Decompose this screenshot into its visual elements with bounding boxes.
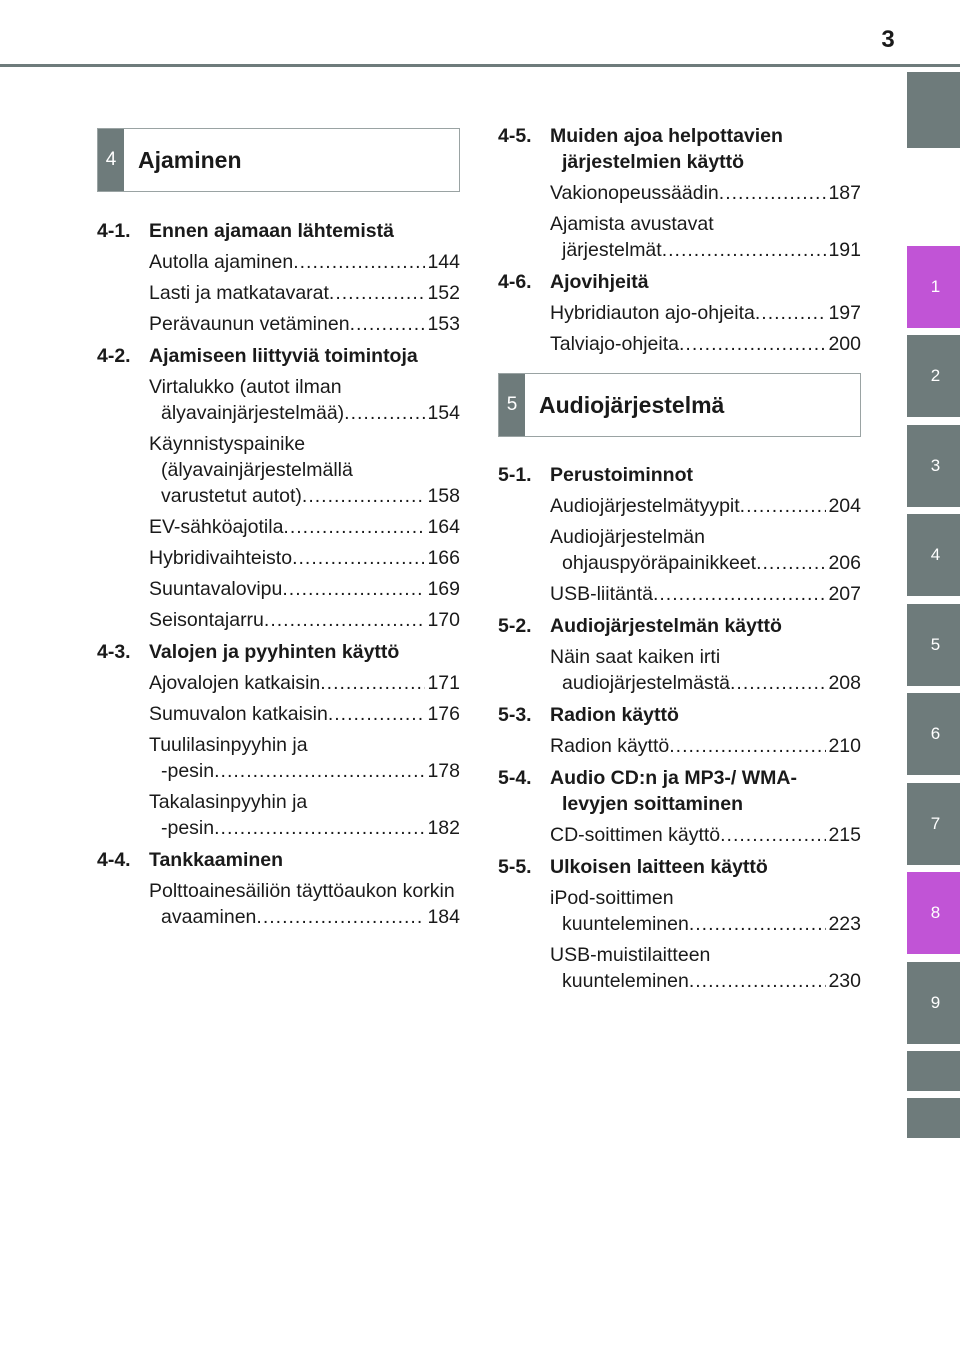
toc-group-title: Valojen ja pyyhinten käyttö	[149, 641, 400, 663]
toc-entry-text: Ajovalojen katkaisin	[149, 672, 321, 694]
toc-group-number: 4-4.	[97, 849, 131, 871]
toc-entry-text: ohjauspyöräpainikkeet	[562, 552, 757, 574]
toc-group-number: 5-2.	[498, 615, 532, 637]
toc-group	[97, 343, 460, 633]
toc-entry-text: Vakionopeussäädin	[550, 182, 719, 204]
toc-entry-page: 166	[427, 547, 460, 569]
dot-leader	[756, 550, 826, 576]
toc-entry[interactable]	[97, 374, 460, 426]
toc-group	[97, 639, 460, 841]
toc-entry[interactable]	[97, 878, 460, 930]
toc-group-heading[interactable]	[97, 343, 460, 369]
chapter-tab[interactable]: 4	[907, 514, 960, 596]
dot-leader	[344, 400, 425, 426]
toc-entry-text: Audiojärjestelmätyypit	[550, 495, 740, 517]
section-title: Ajaminen	[138, 146, 242, 173]
dot-leader	[293, 249, 425, 275]
toc-entry-page: 184	[427, 906, 460, 928]
section-number: 4	[98, 129, 124, 191]
toc-list-4b	[498, 123, 861, 357]
dot-leader	[328, 701, 426, 727]
toc-entry-text: EV-sähköajotila	[149, 516, 284, 538]
toc-group	[97, 847, 460, 930]
dot-leader	[653, 581, 826, 607]
toc-entry-text: Seisontajarru	[149, 609, 264, 631]
chapter-tab[interactable]: 9	[907, 962, 960, 1044]
toc-entry-text: Näin saat kaiken irti	[550, 646, 721, 668]
toc-group-title: Ennen ajamaan lähtemistä	[149, 220, 394, 242]
section-header-5[interactable]	[498, 373, 861, 437]
toc-entry-page: 197	[828, 302, 861, 324]
toc-entry-page: 164	[427, 516, 460, 538]
toc-entry-text: USB-muistilaitteen	[550, 944, 711, 966]
dot-leader	[689, 911, 827, 937]
toc-entry-page: 230	[828, 970, 861, 992]
dot-leader	[755, 300, 827, 326]
toc-entry-text: iPod-soittimen	[550, 887, 674, 909]
toc-group-title: Audiojärjestelmän käyttö	[550, 615, 782, 637]
toc-entry-text: varustetut autot)	[161, 485, 302, 507]
toc-entry[interactable]	[498, 733, 861, 759]
toc-entry[interactable]	[498, 211, 861, 263]
toc-entry[interactable]	[97, 311, 460, 337]
dot-leader	[740, 493, 827, 519]
toc-entry-page: 215	[828, 824, 861, 846]
chapter-tab[interactable]: 2	[907, 335, 960, 417]
toc-entry[interactable]	[97, 670, 460, 696]
toc-group-number: 4-3.	[97, 641, 131, 663]
toc-entry-text: Radion käyttö	[550, 735, 670, 757]
toc-entry[interactable]	[97, 249, 460, 275]
toc-entry-text: avaaminen	[161, 906, 257, 928]
chapter-tab[interactable]	[907, 1051, 960, 1091]
toc-entry[interactable]	[97, 514, 460, 540]
section-title: Audiojärjestelmä	[539, 391, 725, 418]
toc-entry-text: kuunteleminen	[562, 913, 689, 935]
toc-entry[interactable]	[498, 180, 861, 206]
toc-group	[498, 462, 861, 607]
toc-entry[interactable]	[97, 701, 460, 727]
toc-entry[interactable]	[498, 524, 861, 576]
toc-entry-page: 207	[828, 583, 861, 605]
toc-entry-page: 191	[828, 239, 861, 261]
chapter-tab[interactable]: 1	[907, 246, 960, 328]
dot-leader	[730, 670, 826, 696]
toc-group-heading[interactable]	[498, 854, 861, 880]
toc-group-heading[interactable]	[498, 462, 861, 488]
toc-entry-page: 178	[427, 760, 460, 782]
dot-leader	[662, 237, 827, 263]
toc-group-title: Muiden ajoa helpottavien järjestelmien käyttö	[550, 125, 783, 173]
toc-entry-text: Audiojärjestelmän	[550, 526, 706, 548]
section-header-4[interactable]	[97, 128, 460, 192]
toc-entry-text: audiojärjestelmästä	[562, 672, 731, 694]
toc-entry[interactable]	[97, 732, 460, 784]
toc-entry-text: Autolla ajaminen	[149, 251, 294, 273]
toc-entry[interactable]	[97, 607, 460, 633]
toc-group-title: Ulkoisen laitteen käyttö	[550, 856, 768, 878]
toc-group-title: Ajamiseen liittyviä toimintoja	[149, 345, 418, 367]
toc-entry[interactable]	[498, 300, 861, 326]
toc-entry[interactable]	[498, 885, 861, 937]
toc-group-number: 5-3.	[498, 704, 532, 726]
dot-leader	[214, 815, 425, 841]
dot-leader	[282, 576, 425, 602]
toc-entry-page: 170	[427, 609, 460, 631]
dot-leader	[264, 607, 426, 633]
toc-entry[interactable]	[498, 822, 861, 848]
toc-list-5	[498, 462, 861, 994]
toc-entry-text: Takalasinpyyhin ja	[149, 791, 308, 813]
toc-entry-page: 204	[828, 495, 861, 517]
dot-leader	[283, 514, 425, 540]
section-number: 5	[499, 374, 525, 436]
dot-leader	[679, 331, 826, 357]
dot-leader	[292, 545, 425, 571]
toc-group-number: 4-5.	[498, 125, 532, 147]
toc-group	[97, 218, 460, 337]
toc-entry-text: Käynnistyspainike (älyavainjärjestelmällä	[149, 433, 353, 481]
toc-entry[interactable]	[97, 576, 460, 602]
dot-leader	[719, 180, 827, 206]
toc-entry-text: USB-liitäntä	[550, 583, 653, 605]
toc-entry-text: CD-soittimen käyttö	[550, 824, 721, 846]
chapter-tab[interactable]: 3	[907, 425, 960, 507]
toc-group-heading[interactable]	[97, 218, 460, 244]
toc-entry[interactable]	[498, 942, 861, 994]
chapter-tab[interactable]: 5	[907, 604, 960, 686]
toc-entry[interactable]	[498, 331, 861, 357]
dot-leader	[214, 758, 425, 784]
toc-group-heading[interactable]	[498, 765, 861, 817]
page-number: 3	[881, 26, 895, 53]
toc-entry-page: 154	[427, 402, 460, 424]
toc-entry-text: Polttoainesäiliön täyttöaukon korkin	[149, 880, 455, 902]
toc-group-title: Tankkaaminen	[149, 849, 284, 871]
chapter-tab[interactable]: 7	[907, 783, 960, 865]
toc-entry-text: Ajamista avustavat	[550, 213, 714, 235]
toc-entry-page: 158	[427, 485, 460, 507]
toc-entry-text: kuunteleminen	[562, 970, 689, 992]
toc-entry-text: Sumuvalon katkaisin	[149, 703, 328, 725]
toc-entry-page: 152	[427, 282, 460, 304]
toc-entry[interactable]	[97, 280, 460, 306]
toc-group-heading[interactable]	[498, 702, 861, 728]
toc-entry-page: 182	[427, 817, 460, 839]
toc-group	[498, 613, 861, 696]
dot-leader	[320, 670, 425, 696]
toc-entry-text: Lasti ja matkatavarat	[149, 282, 329, 304]
toc-entry-page: 169	[427, 578, 460, 600]
toc-group-title: Audio CD:n ja MP3-/ WMA-levyjen soittaminen	[550, 767, 797, 815]
toc-entry-page: 200	[828, 333, 861, 355]
toc-entry-text: Hybridiauton ajo-ohjeita	[550, 302, 755, 324]
toc-entry-text: Suuntavalovipu	[149, 578, 283, 600]
toc-group-number: 4-2.	[97, 345, 131, 367]
toc-list-4a	[97, 218, 460, 930]
toc-entry[interactable]	[498, 493, 861, 519]
toc-entry-page: 206	[828, 552, 861, 574]
chapter-tab[interactable]	[907, 1098, 960, 1138]
toc-entry-text: -pesin	[161, 760, 215, 782]
toc-entry-text: järjestelmät	[562, 239, 662, 261]
toc-group-number: 4-1.	[97, 220, 131, 242]
toc-group	[498, 765, 861, 848]
toc-group-heading[interactable]	[498, 269, 861, 295]
toc-entry-text: Perävaunun vetäminen	[149, 313, 350, 335]
toc-group	[498, 123, 861, 263]
chapter-tab[interactable]: 6	[907, 693, 960, 775]
toc-group-heading[interactable]	[97, 639, 460, 665]
toc-entry-page: 223	[828, 913, 861, 935]
toc-group-heading[interactable]	[498, 613, 861, 639]
dot-leader	[302, 483, 426, 509]
toc-entry[interactable]	[97, 545, 460, 571]
dot-leader	[350, 311, 426, 337]
toc-entry[interactable]	[498, 581, 861, 607]
toc-entry-page: 210	[828, 735, 861, 757]
toc-group	[498, 269, 861, 357]
toc-entry-page: 176	[427, 703, 460, 725]
toc-entry[interactable]	[97, 431, 460, 509]
chapter-tab[interactable]: 8	[907, 872, 960, 954]
toc-entry[interactable]	[498, 644, 861, 696]
dot-leader	[689, 968, 827, 994]
toc-entry-page: 171	[427, 672, 460, 694]
toc-group-heading[interactable]	[498, 123, 861, 175]
toc-group	[498, 702, 861, 759]
toc-entry[interactable]	[97, 789, 460, 841]
toc-entry-text: -pesin	[161, 817, 215, 839]
toc-entry-text: Hybridivaihteisto	[149, 547, 293, 569]
toc-group-title: Radion käyttö	[550, 704, 679, 726]
toc-entry-text: älyavainjärjestelmää)	[161, 402, 345, 424]
toc-group-number: 5-1.	[498, 464, 532, 486]
toc-group-number: 4-6.	[498, 271, 532, 293]
toc-group	[498, 854, 861, 994]
toc-entry-page: 153	[427, 313, 460, 335]
toc-entry-page: 144	[427, 251, 460, 273]
chapter-tab[interactable]	[907, 72, 960, 148]
toc-group-number: 5-4.	[498, 767, 532, 789]
toc-entry-page: 187	[828, 182, 861, 204]
toc-entry-text: Virtalukko (autot ilman	[149, 376, 342, 398]
header-rule	[0, 64, 960, 67]
toc-group-heading[interactable]	[97, 847, 460, 873]
toc-entry-text: Tuulilasinpyyhin ja	[149, 734, 308, 756]
toc-group-title: Ajovihjeitä	[550, 271, 649, 293]
dot-leader	[329, 280, 426, 306]
dot-leader	[256, 904, 425, 930]
toc-group-title: Perustoiminnot	[550, 464, 694, 486]
toc-group-number: 5-5.	[498, 856, 532, 878]
dot-leader	[669, 733, 826, 759]
toc-entry-page: 208	[828, 672, 861, 694]
dot-leader	[720, 822, 826, 848]
toc-entry-text: Talviajo-ohjeita	[550, 333, 679, 355]
